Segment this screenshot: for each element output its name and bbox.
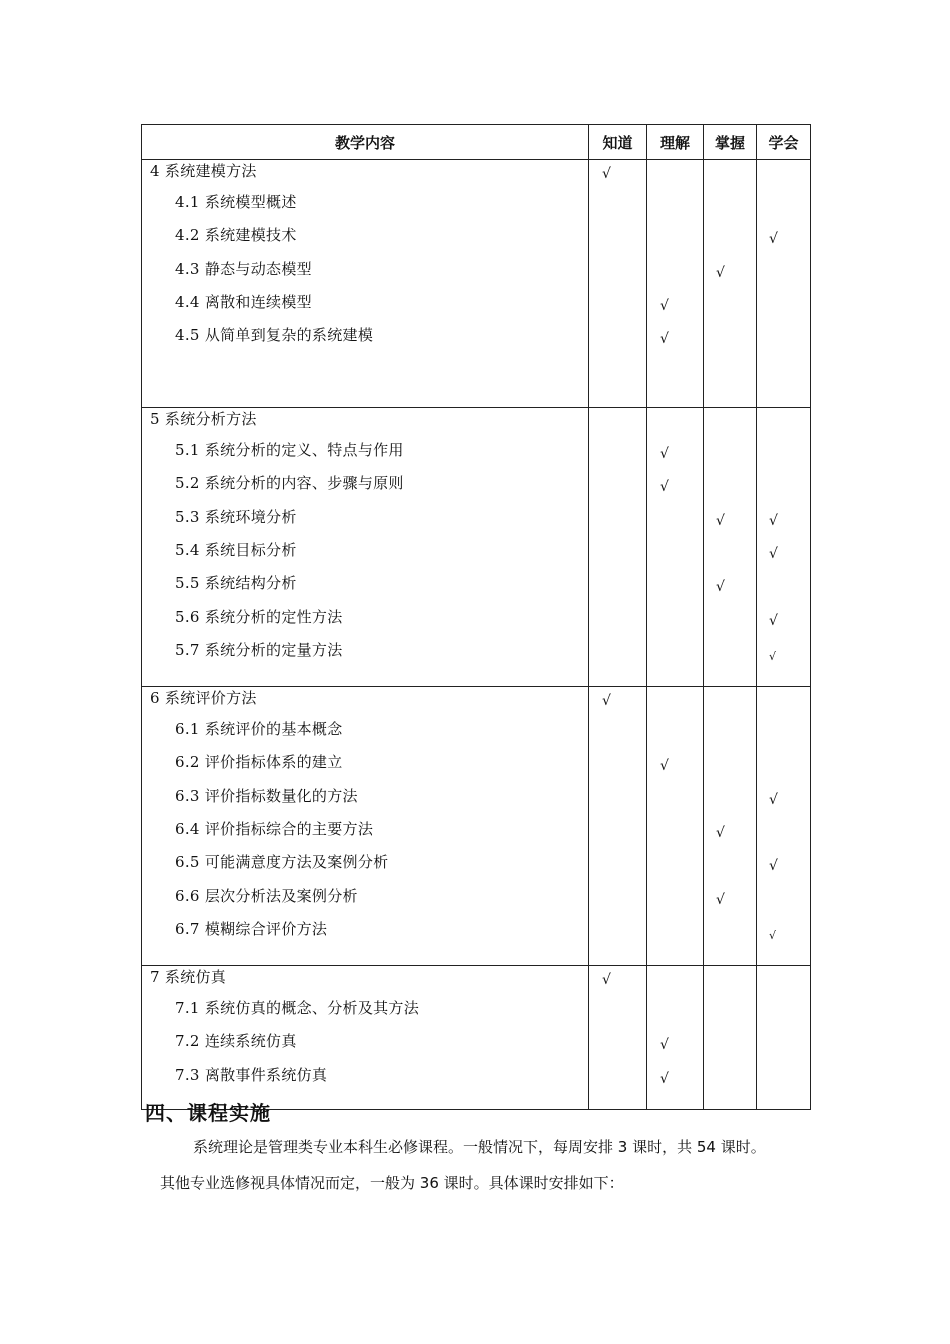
level-cell-understand <box>647 687 704 966</box>
table-row <box>142 687 811 966</box>
level-cell-apply <box>757 966 811 1110</box>
check-mark-icon: √ <box>769 545 778 562</box>
topic-item: 7.1 系统仿真的概念、分析及其方法 <box>175 999 420 1017</box>
check-mark-icon: √ <box>660 758 669 775</box>
header-content: 教学内容 <box>142 125 589 160</box>
table-header-row <box>142 125 811 160</box>
header-master: 掌握 <box>704 125 757 160</box>
topic-item: 4.3 静态与动态模型 <box>175 259 312 278</box>
topic-item: 5.5 系统结构分析 <box>175 574 297 593</box>
check-mark-icon: √ <box>716 891 725 908</box>
syllabus-table <box>141 124 811 1110</box>
check-mark-icon: √ <box>769 858 778 875</box>
topic-item: 6.2 评价指标体系的建立 <box>175 753 343 772</box>
topic-item: 6.4 评价指标综合的主要方法 <box>175 819 374 838</box>
level-cell-understand <box>647 966 704 1110</box>
level-cell-apply <box>757 687 811 966</box>
check-mark-icon: √ <box>660 331 669 348</box>
topic-item: 5.2 系统分析的内容、步骤与原则 <box>175 474 404 493</box>
check-mark-icon: √ <box>660 479 669 496</box>
topic-item: 6.6 层次分析法及案例分析 <box>175 886 358 905</box>
section-title: 四、课程实施 <box>145 1101 271 1125</box>
check-mark-icon: √ <box>660 1037 669 1054</box>
topic-item: 7.3 离散事件系统仿真 <box>175 1065 328 1084</box>
topic-item: 5.1 系统分析的定义、特点与作用 <box>175 441 404 459</box>
check-mark-icon: √ <box>716 579 725 596</box>
paragraph-line-2: 其他专业选修视具体情况而定，一般为 36 课时。具体课时安排如下： <box>160 1174 624 1192</box>
content-cell <box>142 966 589 1110</box>
level-cell-understand <box>647 160 704 408</box>
topic-item: 4.1 系统模型概述 <box>175 193 297 211</box>
chapter-heading: 5 系统分析方法 <box>150 410 257 428</box>
level-cell-master <box>704 408 757 687</box>
level-cell-know <box>589 966 647 1110</box>
check-mark-icon: √ <box>769 791 778 808</box>
level-cell-apply <box>757 408 811 687</box>
check-mark-icon: √ <box>769 612 778 629</box>
content-cell <box>142 408 589 687</box>
check-mark-icon: √ <box>660 446 669 462</box>
table-row <box>142 408 811 687</box>
check-mark-icon: √ <box>716 824 725 841</box>
topic-item: 5.4 系统目标分析 <box>175 540 297 559</box>
check-mark-icon: √ <box>769 928 777 942</box>
chapter-heading: 7 系统仿真 <box>150 968 227 986</box>
check-mark-icon: √ <box>602 693 611 709</box>
chapter-heading: 4 系统建模方法 <box>150 162 257 180</box>
check-mark-icon: √ <box>716 264 725 281</box>
level-cell-master <box>704 687 757 966</box>
topic-item: 6.7 模糊综合评价方法 <box>175 919 328 938</box>
check-mark-icon: √ <box>769 231 778 248</box>
topic-item: 4.2 系统建模技术 <box>175 226 297 245</box>
content-cell <box>142 687 589 966</box>
table-row <box>142 966 811 1110</box>
level-cell-know <box>589 408 647 687</box>
check-mark-icon: √ <box>769 512 778 529</box>
level-cell-know <box>589 160 647 408</box>
level-cell-master <box>704 966 757 1110</box>
header-apply: 学会 <box>757 125 811 160</box>
topic-item: 6.1 系统评价的基本概念 <box>175 720 343 738</box>
check-mark-icon: √ <box>660 1070 669 1087</box>
check-mark-icon: √ <box>602 166 611 182</box>
level-cell-master <box>704 160 757 408</box>
topic-item: 6.3 评价指标数量化的方法 <box>175 786 358 805</box>
level-cell-apply <box>757 160 811 408</box>
chapter-heading: 6 系统评价方法 <box>150 689 257 707</box>
check-mark-icon: √ <box>769 649 777 663</box>
paragraph-line-1: 系统理论是管理类专业本科生必修课程。一般情况下，每周安排 3 课时，共 54 课时。 <box>193 1138 766 1156</box>
topic-item: 5.6 系统分析的定性方法 <box>175 607 343 626</box>
header-understand: 理解 <box>647 125 704 160</box>
topic-item: 7.2 连续系统仿真 <box>175 1032 297 1051</box>
topic-item: 5.7 系统分析的定量方法 <box>175 640 343 659</box>
topic-item: 4.4 离散和连续模型 <box>175 292 312 311</box>
check-mark-icon: √ <box>660 297 669 314</box>
content-cell <box>142 160 589 408</box>
level-cell-know <box>589 687 647 966</box>
check-mark-icon: √ <box>716 512 725 529</box>
level-cell-understand <box>647 408 704 687</box>
table-row <box>142 160 811 408</box>
check-mark-icon: √ <box>602 972 611 988</box>
topic-item: 4.5 从简单到复杂的系统建模 <box>175 326 374 345</box>
header-know: 知道 <box>589 125 647 160</box>
topic-item: 6.5 可能满意度方法及案例分析 <box>175 853 389 872</box>
topic-item: 5.3 系统环境分析 <box>175 507 297 526</box>
